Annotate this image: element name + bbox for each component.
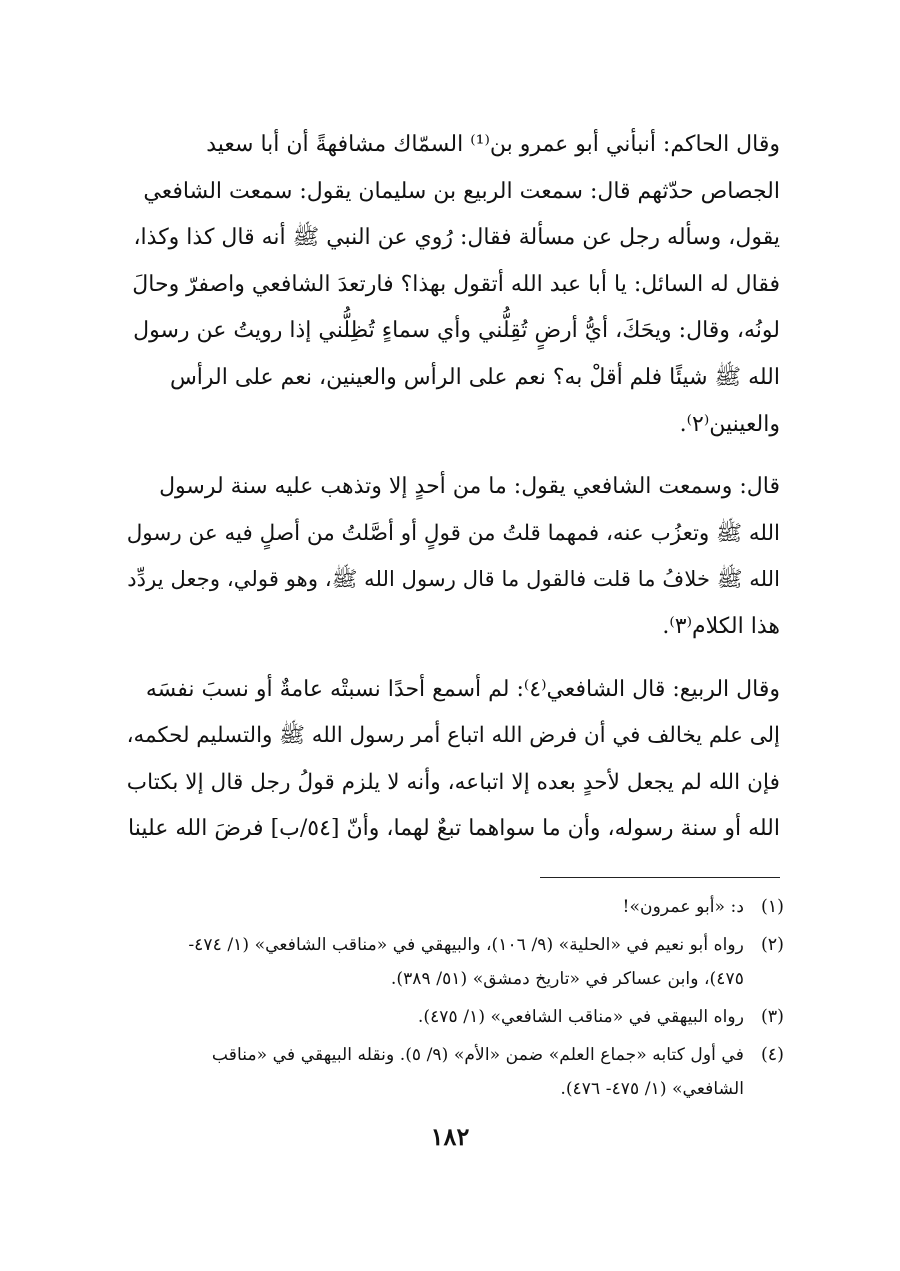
footnote-text <box>120 1038 744 1106</box>
footnote <box>120 1038 784 1106</box>
footnote-number: (١) <box>760 897 784 917</box>
text-line: الله أو سنة رسوله، وأن ما سواهما تبعٌ لهما، وأنّ [٥٤/ب] فرضَ الله علينا <box>128 816 780 842</box>
text-line: الله ﷺ وتعزُب عنه، فمهما قلتُ من قولٍ أو أصَّلتُ من أصلٍ فيه عن رسول <box>126 520 780 546</box>
text-line: يقول، وسأله رجل عن مسألة فقال: رُوي عن النبي ﷺ أنه قال كذا وكذا، <box>133 225 780 251</box>
text-line: هذا الكلام⁽٣⁾. <box>662 613 780 639</box>
text-line: فقال له السائل: يا أبا عبد الله أتقول بهذا؟ فارتعدَ الشافعي واصفرّ وحالَ <box>132 271 780 297</box>
text-line: وقال الربيع: قال الشافعي⁽٤⁾: لم أسمع أحدًا نسبتْه عامةٌ أو نسبَ نفسَه <box>145 676 780 702</box>
paragraph-1 <box>120 122 780 448</box>
footnote-line: ٤٧٥)، وابن عساكر في «تاريخ دمشق» (٥١/ ٣٨٩). <box>390 969 744 989</box>
text-line: إلى علم يخالف في أن فرض الله اتباع أمر رسول الله ﷺ والتسليم لحكمه، <box>126 723 780 749</box>
footnote-number: (٣) <box>760 1007 784 1027</box>
footnote <box>120 1000 784 1034</box>
text-line: لونُه، وقال: ويحَكَ، أيُّ أرضٍ تُقِلُّني وأي سماءٍ تُظِلُّني إذا رويتُ عن رسول <box>133 318 780 344</box>
text-line: فإن الله لم يجعل لأحدٍ بعده إلا اتباعه، وأنه لا يلزم قولُ رجل قال إلا بكتاب <box>126 769 780 795</box>
footnote <box>120 890 784 924</box>
main-text <box>120 122 780 853</box>
footnote-separator <box>540 877 780 878</box>
text-line: الجصاص حدّثهم قال: سمعت الربيع بن سليمان يقول: سمعت الشافعي <box>143 178 780 204</box>
footnote-line: رواه البيهقي في «مناقب الشافعي» (١/ ٤٧٥). <box>417 1007 744 1027</box>
footnote-line: الشافعي» (١/ ٤٧٥- ٤٧٦). <box>560 1079 744 1099</box>
footnote-line: رواه أبو نعيم في «الحلية» (٩/ ١٠٦)، والبيهقي في «مناقب الشافعي» (١/ ٤٧٤- <box>188 935 744 955</box>
paragraph-3 <box>120 667 780 853</box>
paragraph-gap <box>120 448 780 464</box>
footnote-text <box>120 890 744 924</box>
page-number: ١٨٢ <box>430 1122 470 1151</box>
footnote-text <box>120 928 744 996</box>
footnote-number: (٢) <box>760 935 784 955</box>
footnote-line: د: «أبو عمرون»! <box>622 897 744 917</box>
footnote <box>120 928 784 996</box>
paragraph-2 <box>120 464 780 650</box>
text-line: الله ﷺ شيئًا فلم أقلْ به؟ نعم على الرأس والعينين، نعم على الرأس <box>169 364 780 390</box>
footnotes <box>120 890 784 1110</box>
footnote-number: (٤) <box>760 1045 784 1065</box>
text-line: والعينين⁽٢⁾. <box>679 411 780 437</box>
text-line: الله ﷺ خلافُ ما قلت فالقول ما قال رسول الله ﷺ، وهو قولي، وجعل يردِّد <box>127 567 780 593</box>
footnote-text <box>120 1000 744 1034</box>
text-line: قال: وسمعت الشافعي يقول: ما من أحدٍ إلا وتذهب عليه سنة لرسول <box>159 474 780 500</box>
paragraph-gap <box>120 651 780 667</box>
text-line: وقال الحاكم: أنبأني أبو عمرو بن⁽¹⁾ السمّاك مشافهةً أن أبا سعيد <box>206 132 780 157</box>
footnote-line: في أول كتابه «جماع العلم» ضمن «الأم» (٩/ ٥). ونقله البيهقي في «مناقب <box>211 1045 744 1065</box>
